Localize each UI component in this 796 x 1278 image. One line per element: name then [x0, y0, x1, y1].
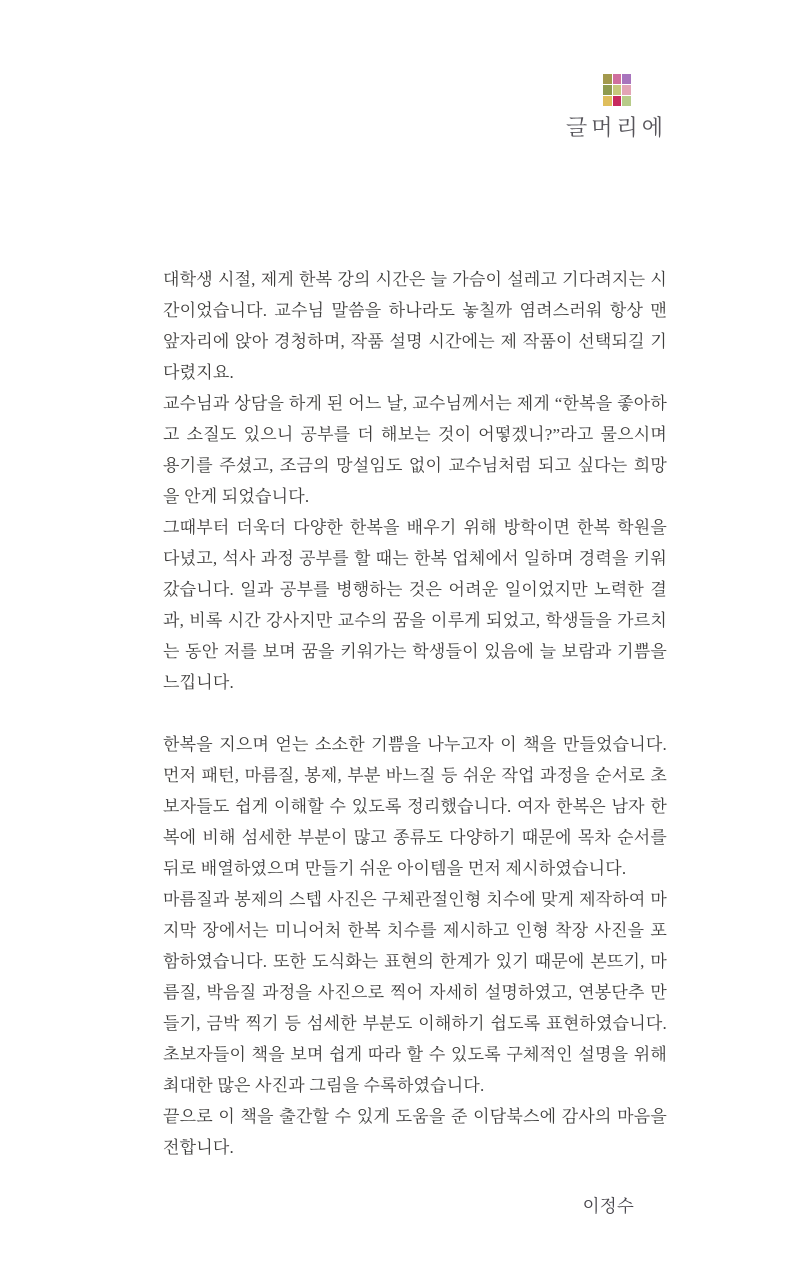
patch-cell [603, 74, 612, 84]
paragraph: 마름질과 봉제의 스텝 사진은 구체관절인형 치수에 맞게 제작하여 마지막 장에서는 미니어처 한복 치수를 제시하고 인형 착장 사진을 포함하였습니다. 또한 도식화는 표현의 한계가 있기 때문에 본뜨기, 마름질, 박음질 과정을 사진으로 찍어 자세히 설명하였고, 연봉단추 만들기, 금박 찍기 등 섬세한 부분도 이해하기 쉽도록 표현하였습니다. 초보자들이 책을 보며 쉽게 따라 할 수 있도록 구체적인 설명을 위해 최대한 많은 사진과 그림을 수록하였습니다. [163, 890, 667, 1095]
paragraph: 그때부터 더욱더 다양한 한복을 배우기 위해 방학이면 한복 학원을 다녔고, 석사 과정 공부를 할 때는 한복 업체에서 일하며 경력을 키워갔습니다. 일과 공부를 병행하는 것은 어려운 일이었지만 노력한 결과, 비록 시간 강사지만 교수의 꿈을 이루게 되었고, 학생들을 가르치는 동안 저를 보며 꿈을 키워가는 학생들이 있음에 늘 보람과 기쁨을 느낍니다. [163, 518, 667, 692]
patch-cell [613, 85, 622, 95]
patchwork-logo-icon [603, 74, 631, 106]
paragraph: 끝으로 이 책을 출간할 수 있게 도움을 준 이담북스에 감사의 마음을 전합니다. [163, 1107, 667, 1157]
author-name: 이정수 [582, 1196, 634, 1216]
patch-cell [622, 85, 631, 95]
patch-cell [622, 96, 631, 106]
paragraph: 한복을 지으며 얻는 소소한 기쁨을 나누고자 이 책을 만들었습니다. 먼저 패턴, 마름질, 봉제, 부분 바느질 등 쉬운 작업 과정을 순서로 초보자들도 쉽게 이해할 수 있도록 정리했습니다. 여자 한복은 남자 한복에 비해 섬세한 부분이 많고 종류도 다양하기 때문에 목차 순서를 뒤로 배열하였으며 만들기 쉬운 아이템을 먼저 제시하였습니다. [163, 735, 667, 878]
page-title: 글머리에 [565, 115, 667, 140]
patch-cell [613, 96, 622, 106]
patch-cell [622, 74, 631, 84]
patch-cell [613, 74, 622, 84]
paragraph: 교수님과 상담을 하게 된 어느 날, 교수님께서는 제게 “한복을 좋아하고 소질도 있으니 공부를 더 해보는 것이 어떻겠니?”라고 물으시며 용기를 주셨고, 조금의 망설임도 없이 교수님처럼 되고 싶다는 희망을 안게 되었습니다. [163, 394, 667, 506]
preface-body [163, 264, 667, 1222]
paragraph: 대학생 시절, 제게 한복 강의 시간은 늘 가슴이 설레고 기다려지는 시간이었습니다. 교수님 말씀을 하나라도 놓칠까 염려스러워 항상 맨 앞자리에 앉아 경청하며, 작품 설명 시간에는 제 작품이 선택되길 기다렸지요. [163, 270, 667, 382]
patch-cell [603, 85, 612, 95]
patch-cell [603, 96, 612, 106]
